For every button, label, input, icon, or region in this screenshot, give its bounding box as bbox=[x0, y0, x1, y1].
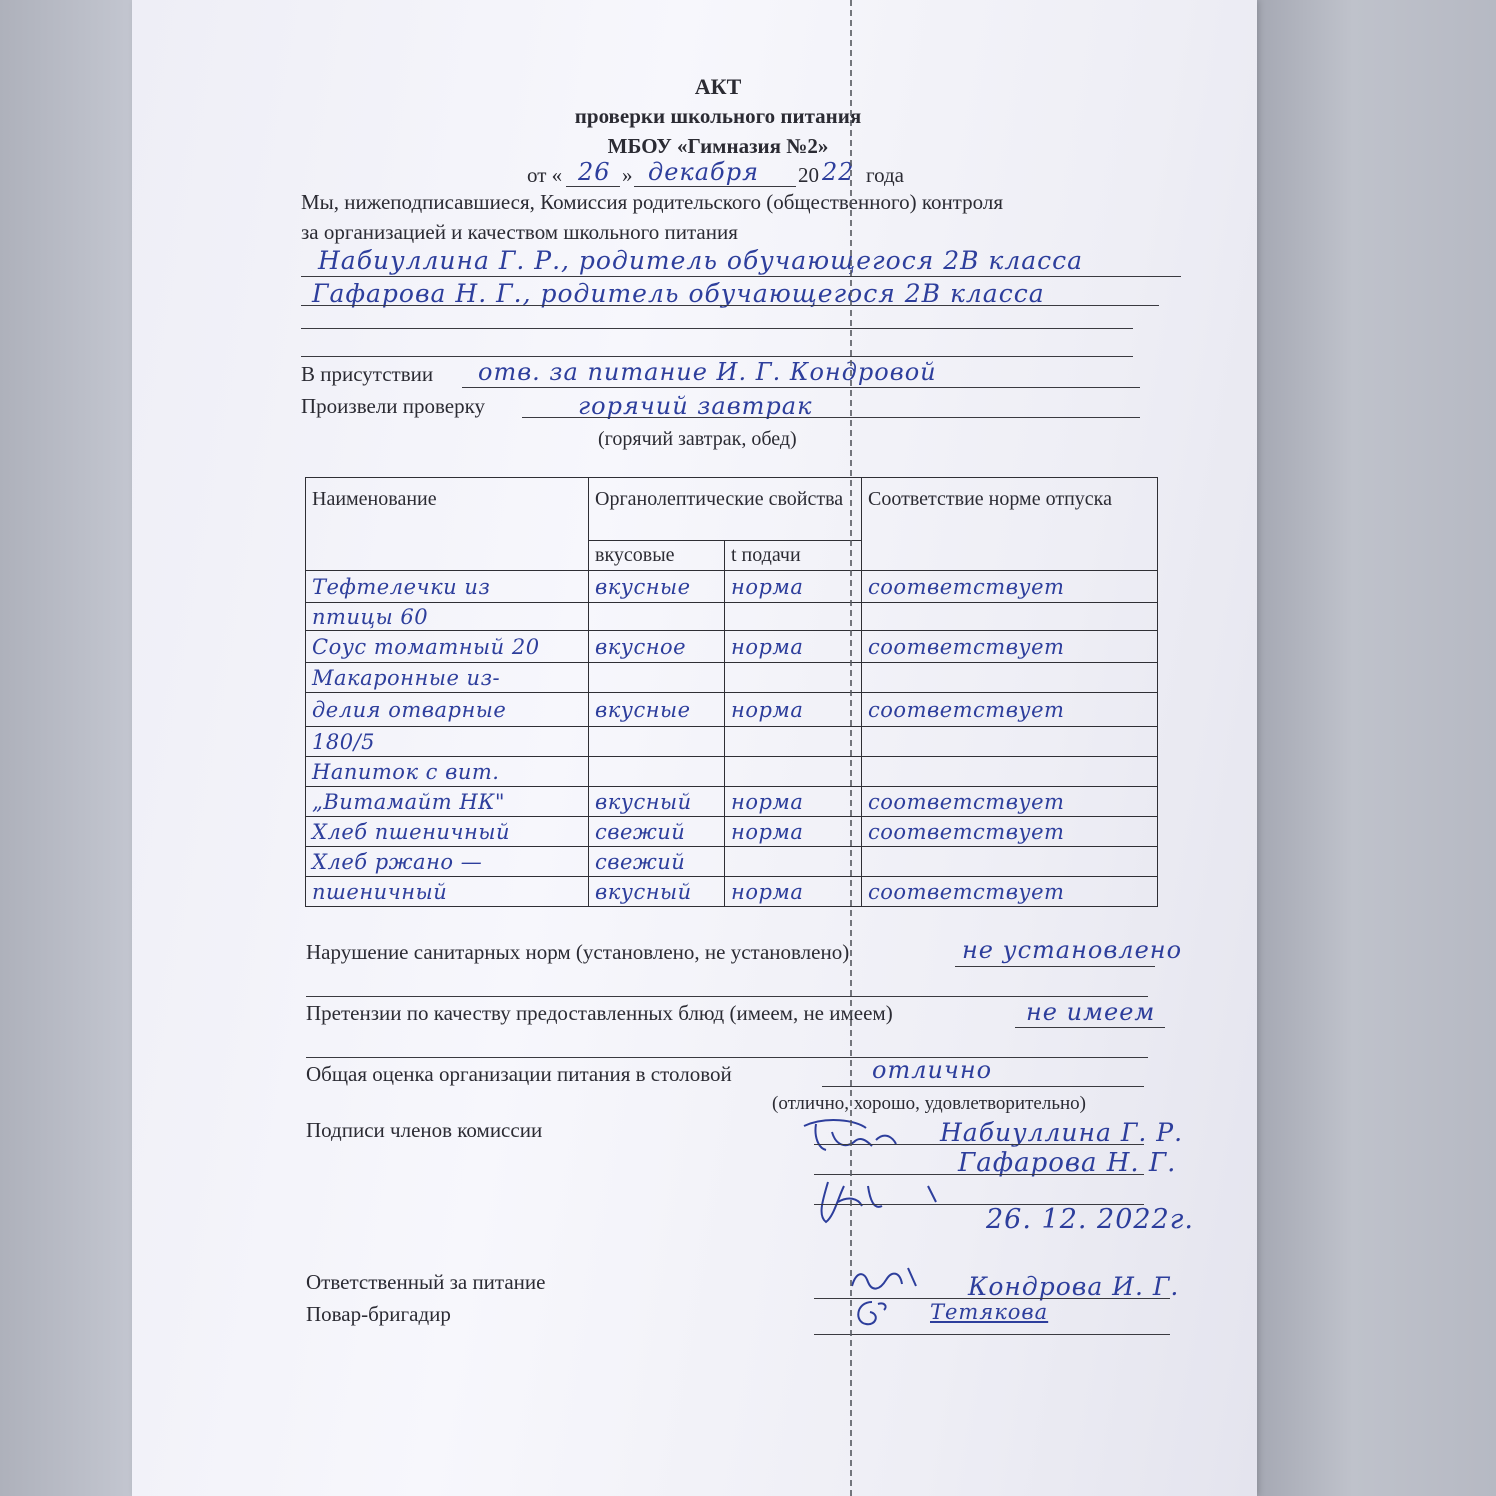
dish-taste: свежий bbox=[589, 847, 725, 877]
date-month-line bbox=[634, 186, 796, 187]
date-mid: » bbox=[622, 163, 633, 187]
date-suffix: года bbox=[866, 163, 904, 187]
dish-temp: норма bbox=[725, 877, 862, 907]
dish-temp bbox=[725, 663, 862, 693]
dish-name: Соус томатный 20 bbox=[306, 631, 589, 663]
presence-label: В присутствии bbox=[301, 362, 434, 386]
dish-norm: соответствует bbox=[862, 877, 1158, 907]
date-prefix: от « bbox=[527, 163, 563, 187]
header-norm: Соответствие норме отпуска bbox=[862, 478, 1158, 571]
member-line-2 bbox=[301, 305, 1159, 306]
dish-taste bbox=[589, 757, 725, 787]
dish-taste: свежий bbox=[589, 817, 725, 847]
chef-line bbox=[814, 1334, 1170, 1335]
responsible-signature bbox=[846, 1262, 936, 1298]
dish-taste bbox=[589, 727, 725, 757]
dish-norm bbox=[862, 727, 1158, 757]
dish-name: Тефтелечки из bbox=[306, 571, 589, 603]
member-line-1 bbox=[301, 276, 1181, 277]
blank-line-2 bbox=[301, 356, 1133, 357]
dish-norm bbox=[862, 757, 1158, 787]
violations-value-line bbox=[955, 966, 1155, 967]
dish-name: делия отварные bbox=[306, 693, 589, 727]
dish-temp: норма bbox=[725, 693, 862, 727]
signature-line-1 bbox=[814, 1144, 1144, 1145]
table-row bbox=[306, 817, 1158, 847]
blank-line-1 bbox=[301, 328, 1133, 329]
table-row bbox=[306, 847, 1158, 877]
claims-line bbox=[306, 1057, 1148, 1058]
date-month: декабря bbox=[648, 158, 759, 186]
signature-name-2: Гафарова Н. Г. bbox=[958, 1148, 1177, 1178]
header-taste: вкусовые bbox=[589, 541, 725, 571]
dish-norm bbox=[862, 663, 1158, 693]
dish-temp bbox=[725, 727, 862, 757]
dish-taste: вкусные bbox=[589, 571, 725, 603]
rating-label: Общая оценка организации питания в столовой bbox=[306, 1062, 732, 1086]
claims-value-line bbox=[1015, 1027, 1165, 1028]
dish-temp: норма bbox=[725, 631, 862, 663]
dish-taste: вкусный bbox=[589, 877, 725, 907]
background-left bbox=[0, 0, 132, 1496]
header-temp: t подачи bbox=[725, 541, 862, 571]
signature-name-1: Набиуллина Г. Р. bbox=[940, 1118, 1184, 1147]
signatures-label: Подписи членов комиссии bbox=[306, 1118, 543, 1142]
table-row bbox=[306, 631, 1158, 663]
date-day-line bbox=[566, 186, 620, 187]
inspection-line bbox=[522, 417, 1140, 418]
violations-line bbox=[306, 996, 1148, 997]
signature-date: 26. 12. 2022г. bbox=[986, 1204, 1194, 1235]
chef-name: Тетякова bbox=[930, 1300, 1049, 1324]
claims-value: не имеем bbox=[1026, 998, 1156, 1026]
dish-name: Напиток с вит. bbox=[306, 757, 589, 787]
intro-line-2: за организацией и качеством школьного питания bbox=[301, 220, 738, 244]
school-name: МБОУ «Гимназия №2» bbox=[607, 134, 829, 158]
dish-name: птицы 60 bbox=[306, 603, 589, 631]
document-title: АКТ bbox=[694, 74, 742, 99]
dish-taste: вкусные bbox=[589, 693, 725, 727]
dish-name: Хлеб ржано — bbox=[306, 847, 589, 877]
background-right bbox=[1257, 0, 1496, 1496]
intro-line-1: Мы, нижеподписавшиеся, Комиссия родительского (общественного) контроля bbox=[301, 190, 1003, 214]
inspection-value: горячий завтрак bbox=[578, 392, 813, 420]
violations-value: не установлено bbox=[962, 936, 1183, 964]
rating-value: отлично bbox=[872, 1056, 993, 1084]
presence-value: отв. за питание И. Г. Кондровой bbox=[478, 358, 937, 386]
dish-name: „Витамайт НК" bbox=[306, 787, 589, 817]
header-organoleptic: Органолептические свойства bbox=[589, 478, 862, 541]
dish-norm: соответствует bbox=[862, 693, 1158, 727]
dish-temp bbox=[725, 603, 862, 631]
rating-line bbox=[822, 1086, 1144, 1087]
table-row bbox=[306, 693, 1158, 727]
responsible-name: Кондрова И. Г. bbox=[968, 1272, 1180, 1301]
chef-signature bbox=[848, 1296, 892, 1332]
dish-norm: соответствует bbox=[862, 631, 1158, 663]
claims-label: Претензии по качеству предоставленных блюд (имеем, не имеем) bbox=[306, 1001, 893, 1025]
header-name: Наименование bbox=[306, 478, 589, 571]
dish-norm bbox=[862, 847, 1158, 877]
dish-taste: вкусный bbox=[589, 787, 725, 817]
date-year-suffix: 22 bbox=[822, 158, 855, 186]
dish-temp bbox=[725, 847, 862, 877]
table-row bbox=[306, 757, 1158, 787]
table-row bbox=[306, 603, 1158, 631]
dish-temp bbox=[725, 757, 862, 787]
food-table bbox=[305, 477, 1158, 907]
signature-mark-1 bbox=[796, 1112, 936, 1156]
signature-mark-2 bbox=[808, 1172, 968, 1232]
dish-temp: норма bbox=[725, 817, 862, 847]
fold-line bbox=[850, 0, 852, 1496]
dish-norm: соответствует bbox=[862, 571, 1158, 603]
table-row bbox=[306, 877, 1158, 907]
presence-line bbox=[462, 387, 1140, 388]
dish-taste bbox=[589, 663, 725, 693]
table-row bbox=[306, 727, 1158, 757]
rating-hint: (отлично, хорошо, удовлетворительно) bbox=[772, 1093, 1086, 1114]
table-row bbox=[306, 663, 1158, 693]
inspection-hint: (горячий завтрак, обед) bbox=[598, 428, 797, 450]
date-year-prefix: 20 bbox=[798, 163, 819, 187]
dish-name: 180/5 bbox=[306, 727, 589, 757]
dish-name: пшеничный bbox=[306, 877, 589, 907]
dish-norm bbox=[862, 603, 1158, 631]
dish-name: Хлеб пшеничный bbox=[306, 817, 589, 847]
member-2: Гафарова Н. Г., родитель обучающегося 2В класса bbox=[312, 279, 1045, 308]
date-day: 26 bbox=[578, 158, 611, 186]
table-row bbox=[306, 571, 1158, 603]
violations-label: Нарушение санитарных норм (установлено, не установлено) bbox=[306, 940, 850, 964]
dish-temp: норма bbox=[725, 787, 862, 817]
chef-label: Повар-бригадир bbox=[306, 1302, 451, 1326]
dish-norm: соответствует bbox=[862, 817, 1158, 847]
dish-norm: соответствует bbox=[862, 787, 1158, 817]
dish-taste bbox=[589, 603, 725, 631]
dish-taste: вкусное bbox=[589, 631, 725, 663]
inspection-label: Произвели проверку bbox=[301, 394, 486, 418]
dish-name: Макаронные из- bbox=[306, 663, 589, 693]
dish-temp: норма bbox=[725, 571, 862, 603]
member-1: Набиуллина Г. Р., родитель обучающегося 2В класса bbox=[318, 246, 1084, 275]
table-row bbox=[306, 787, 1158, 817]
responsible-label: Ответственный за питание bbox=[306, 1270, 546, 1294]
document-subtitle: проверки школьного питания bbox=[574, 104, 862, 128]
